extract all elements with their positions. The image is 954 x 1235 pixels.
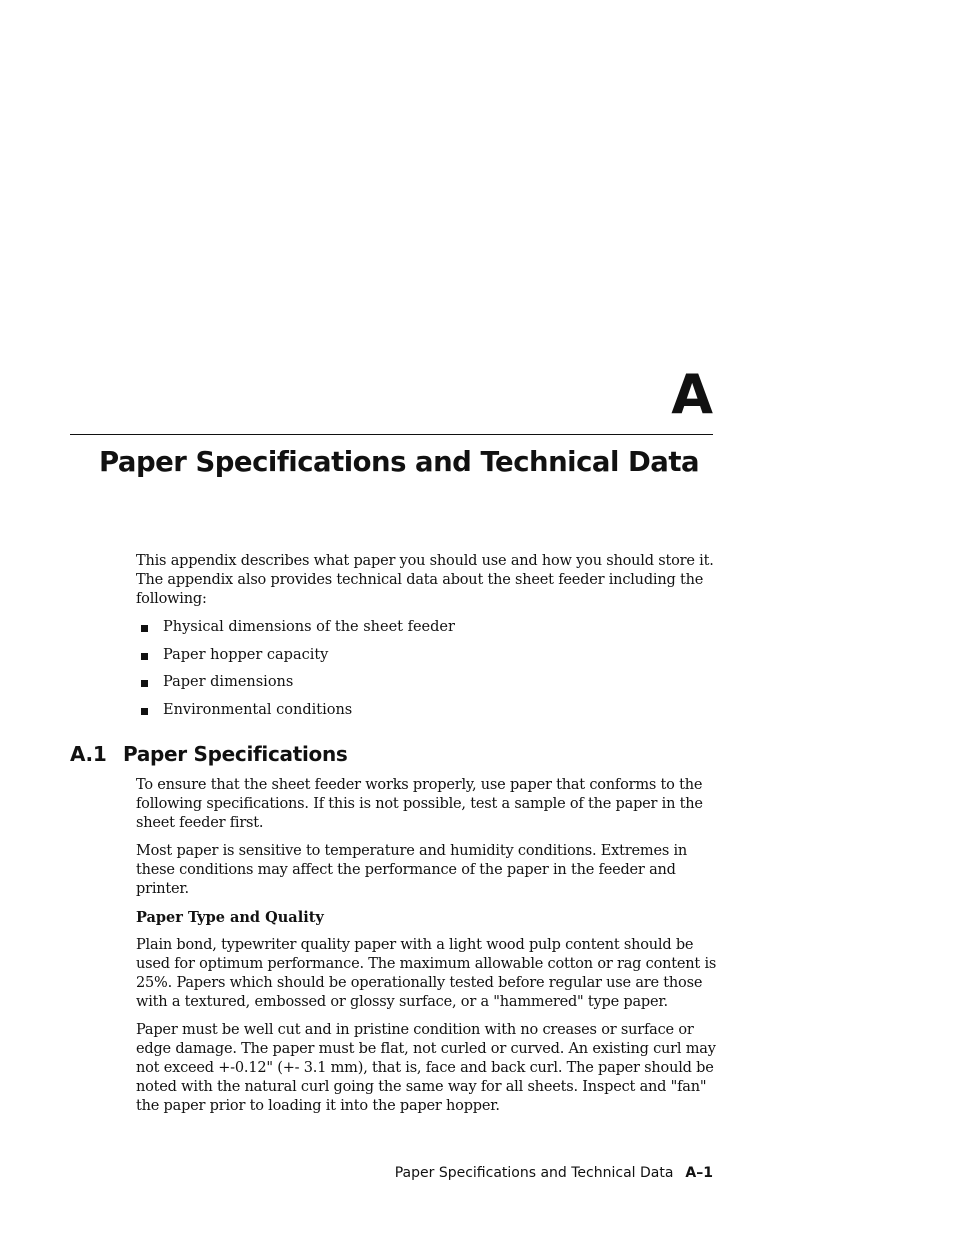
section-paragraph: Plain bond, typewriter quality paper with a light wood pulp content should be used for optimum performance. The maximum allowable cotton or rag content is 25%. Papers which should be operationally tested before regular use are those with a textured, embossed or glossy surface, or a "hammered" type paper. (136, 937, 717, 1010)
page-number: A–1 (685, 1165, 713, 1181)
square-bullet-icon (141, 625, 148, 632)
list-item-text: Physical dimensions of the sheet feeder (163, 619, 455, 635)
list-item (136, 673, 718, 701)
square-bullet-icon (141, 680, 148, 687)
section-paragraph: To ensure that the sheet feeder works properly, use paper that conforms to the following specifications. If this is not possible, test a sample of the paper in the sheet feeder first. (136, 777, 703, 831)
list-item-text: Paper hopper capacity (163, 646, 329, 663)
section-body (136, 776, 718, 1125)
chapter-title: Paper Specifications and Technical Data (99, 446, 700, 478)
footer-title: Paper Specifications and Technical Data (394, 1165, 674, 1181)
section-heading (70, 742, 348, 766)
title-divider (70, 434, 713, 435)
list-item-text: Environmental conditions (163, 701, 353, 718)
subheading-paper-type: Paper Type and Quality (136, 909, 324, 926)
list-item (136, 618, 718, 646)
square-bullet-icon (141, 653, 148, 660)
section-paragraph: Paper must be well cut and in pristine condition with no creases or surface or edge damage. The paper must be flat, not curled or curved. An existing curl may not exceed +-0.12" (+- 3.1 mm), that is, face and back curl. The paper should be noted with the natural curl going the same way for all sheets. Inspect and "fan" the paper prior to loading it into the paper hopper. (136, 1022, 716, 1114)
square-bullet-icon (141, 708, 148, 715)
section-title: Paper Specifications (123, 742, 348, 766)
page-footer (395, 1165, 713, 1181)
section-number: A.1 (70, 742, 107, 766)
list-item (136, 646, 718, 674)
intro-bullet-list (136, 618, 718, 728)
appendix-letter: A (671, 363, 713, 426)
list-item (136, 701, 718, 729)
intro-section (136, 552, 718, 618)
intro-paragraph: This appendix describes what paper you should use and how you should store it. The appendix also provides technical data about the sheet feeder including the following: (136, 553, 714, 607)
list-item-text: Paper dimensions (163, 674, 294, 690)
section-paragraph: Most paper is sensitive to temperature and humidity conditions. Extremes in these conditions may affect the performance of the paper in the feeder and printer. (136, 843, 688, 897)
